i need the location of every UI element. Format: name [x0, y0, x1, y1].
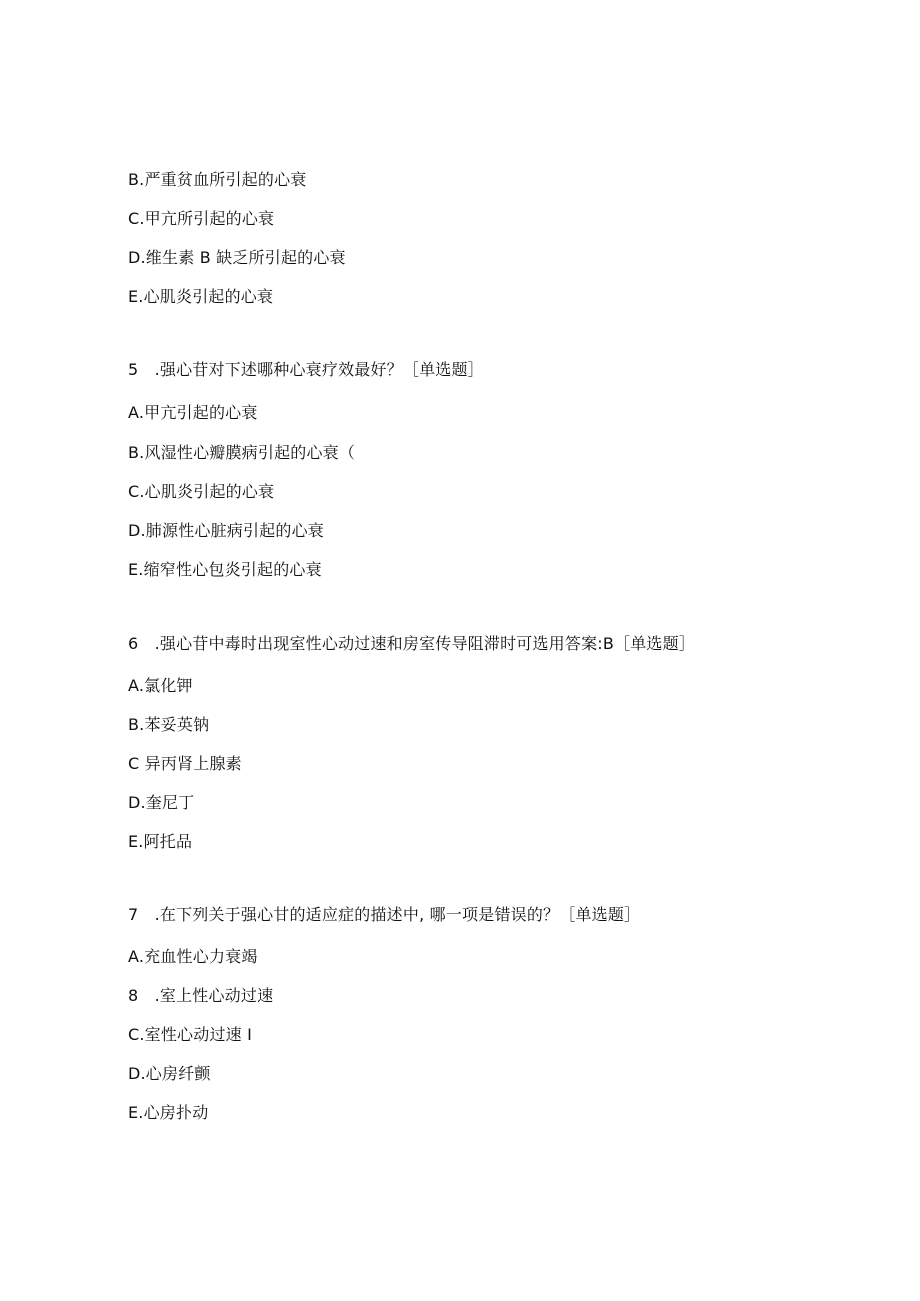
option-d-q5: D.肺源性心脏病引起的心衰: [128, 521, 325, 540]
option-a-q6: A.氯化钾: [128, 676, 193, 695]
question-7: 7 .在下列关于强心甘的适应症的描述中, 哪一项是错误的？［单选题］: [128, 905, 641, 924]
option-b-q5: B.风湿性心瓣膜病引起的心衰（: [128, 443, 356, 462]
option-b-q4: B.严重贫血所引起的心衰: [128, 170, 307, 189]
option-e-q5: E.缩窄性心包炎引起的心衰: [128, 560, 322, 579]
option-b-q6: B.苯妥英钠: [128, 715, 210, 734]
option-a-q5: A.甲亢引起的心衰: [128, 403, 258, 422]
option-c-q7: C.室性心动过速 I: [128, 1025, 253, 1044]
option-b-q7: 8 .室上性心动过速: [128, 986, 274, 1005]
question-6: 6 .强心苷中毒时出现室性心动过速和房室传导阻滞时可选用答案:B［单选题］: [128, 634, 696, 653]
option-d-q7: D.心房纤颤: [128, 1064, 211, 1083]
question-5: 5 .强心苷对下述哪种心衰疗效最好？［单选题］: [128, 360, 484, 379]
option-c-q6: C 异丙肾上腺素: [128, 754, 242, 773]
option-d-q6: D.奎尼丁: [128, 793, 195, 812]
option-a-q7: A.充血性心力衰竭: [128, 947, 258, 966]
option-c-q5: C.心肌炎引起的心衰: [128, 482, 275, 501]
option-e-q6: E.阿托品: [128, 832, 193, 851]
option-d-q4: D.维生素 B 缺乏所引起的心衰: [128, 248, 346, 267]
option-e-q7: E.心房扑动: [128, 1103, 209, 1122]
option-e-q4: E.心肌炎引起的心衰: [128, 287, 274, 306]
option-c-q4: C.甲亢所引起的心衰: [128, 209, 275, 228]
